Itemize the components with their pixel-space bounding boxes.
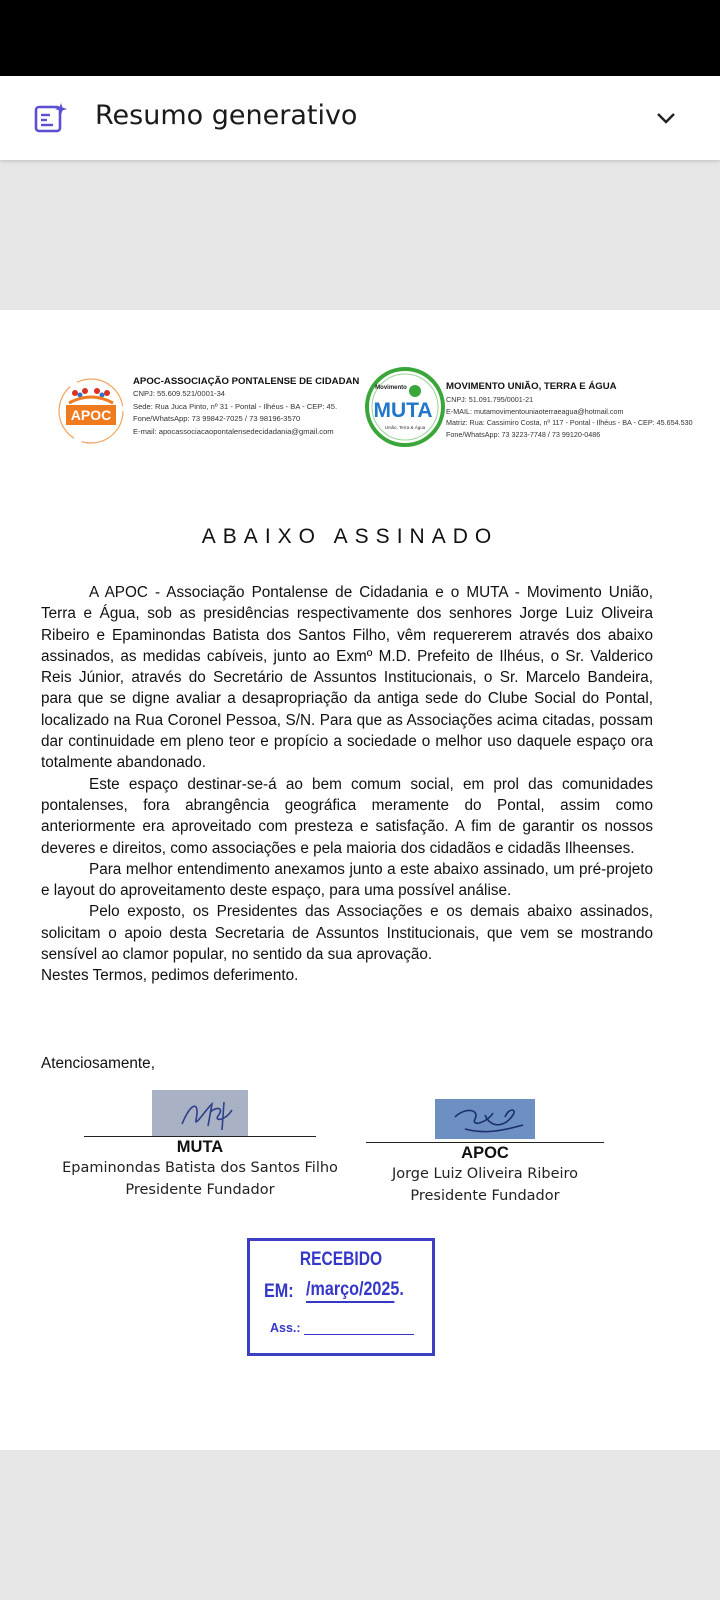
paragraph: Este espaço destinar-se-á ao bem comum social, em prol das comunidades pontalenses, fora abrangência geográfica meramente do Pontal, assim como anteriormente era aproveitado com presteza e satisfação. A fim de garantir os nossos deveres e direitos, como associações e pela maioria dos cidadãos e cidadãs Ilheenses.: [41, 775, 653, 857]
signature-role: Presidente Fundador: [410, 1188, 560, 1204]
signature-org: APOC: [461, 1144, 509, 1162]
handwritten-signature-muta: [152, 1090, 248, 1136]
panel-title: Resumo generativo: [95, 100, 358, 131]
muta-logo-top: Movimento: [375, 385, 407, 391]
muta-logo-bottom: União, Terra & Água: [384, 425, 426, 430]
apoc-name: APOC-ASSOCIAÇÃO PONTALENSE DE CIDADAN: [133, 376, 360, 387]
muta-contact-block: [446, 380, 716, 440]
signature-role: Presidente Fundador: [125, 1182, 275, 1198]
stamp-date-label: EM:: [264, 1281, 294, 1302]
muta-name: MOVIMENTO UNIÃO, TERRA E ÁGUA: [446, 381, 617, 392]
paragraph: Para melhor entendimento anexamos junto a este abaixo assinado, um pré-projeto e layout do aproveitamento deste espaço, para uma possível análise.: [41, 860, 653, 900]
apoc-email: E-mail: apocassociacaopontalensedecidadania@gmail.com: [133, 426, 334, 436]
document-body: [41, 582, 653, 987]
chevron-down-icon[interactable]: [654, 106, 678, 130]
muta-phone: Fone/WhatsApp: 73 3223-7748 / 73 99120-0486: [446, 429, 601, 439]
signature-name: Epaminondas Batista dos Santos Filho: [62, 1160, 338, 1176]
apoc-cnpj: CNPJ: 55.609.521/0001-34: [133, 389, 226, 398]
status-bar: [0, 0, 720, 76]
muta-email: E-MAIL: mutamovimentouniaoterraeagua@hotmail.com: [446, 406, 624, 416]
apoc-logo-text: APOC: [70, 407, 112, 423]
signature-muta: [60, 1090, 340, 1201]
signature-org: MUTA: [176, 1138, 224, 1156]
stamp-title: RECEBIDO: [299, 1249, 383, 1270]
letterhead: [55, 365, 705, 455]
stamp-date: /março/2025.: [306, 1279, 394, 1303]
signature-apoc: [345, 1090, 625, 1207]
document-page: [0, 310, 720, 1450]
document-title: ABAIXO ASSINADO: [201, 525, 499, 548]
ai-summary-icon[interactable]: [34, 102, 68, 134]
final-line: Nestes Termos, pedimos deferimento.: [41, 967, 299, 985]
muta-cnpj: CNPJ: 51.091.795/0001-21: [446, 395, 534, 404]
muta-address: Matriz: Rua: Cassimiro Costa, nº 117 - Pontal - Ilhéus - BA - CEP: 45.654.530: [446, 418, 693, 427]
closing-salutation: Atenciosamente,: [41, 1055, 155, 1072]
paragraph: Pelo exposto, os Presidentes das Associações e os demais abaixo assinados, solicitam o apoio desta Secretaria de Assuntos Institucionais, que vem se mostrando sensível ao clamor popular, no sentido da sua aprovação.: [41, 903, 653, 964]
received-stamp: [247, 1238, 435, 1356]
paragraph: A APOC - Associação Pontalense de Cidadania e o MUTA - Movimento União, Terra e Água, sob as presidências respectivamente dos senhores Jorge Luiz Oliveira Ribeiro e Epaminondas Batista dos Santos Filho, vêm requererem através dos abaixo assinados, as medidas cabíveis, junto ao Exmº M.D. Prefeito de Ilhéus, o Sr. Valderico Reis Júnior, através do Secretário de Assuntos Institucionais, o Sr. Marcelo Bandeira, para que se digne avaliar a desapropriação da antiga sede do Clube Social do Pontal, localizado na Rua Coronel Pessoa, S/N. Para que as Associações acima citadas, possam dar continuidade em pleno teor e propício a sociedade o melhor uso daquele espaço ora totalmente abandonado.: [41, 584, 653, 772]
muta-logo: [365, 367, 445, 447]
apoc-logo: [55, 377, 127, 445]
stamp-signature-line: [304, 1334, 414, 1335]
app-header: [0, 76, 720, 160]
stamp-signature-label: Ass.:: [270, 1321, 301, 1335]
muta-logo-text: MUTA: [373, 399, 433, 422]
handwritten-signature-apoc: [435, 1096, 535, 1142]
signature-name: Jorge Luiz Oliveira Ribeiro: [391, 1166, 579, 1182]
apoc-address: Sede: Rua Juca Pinto, nº 31 - Pontal - Ilhéus - BA - CEP: 45.: [133, 401, 338, 411]
apoc-phone: Fone/WhatsApp: 73 99842-7025 / 73 98196-3570: [133, 414, 301, 423]
